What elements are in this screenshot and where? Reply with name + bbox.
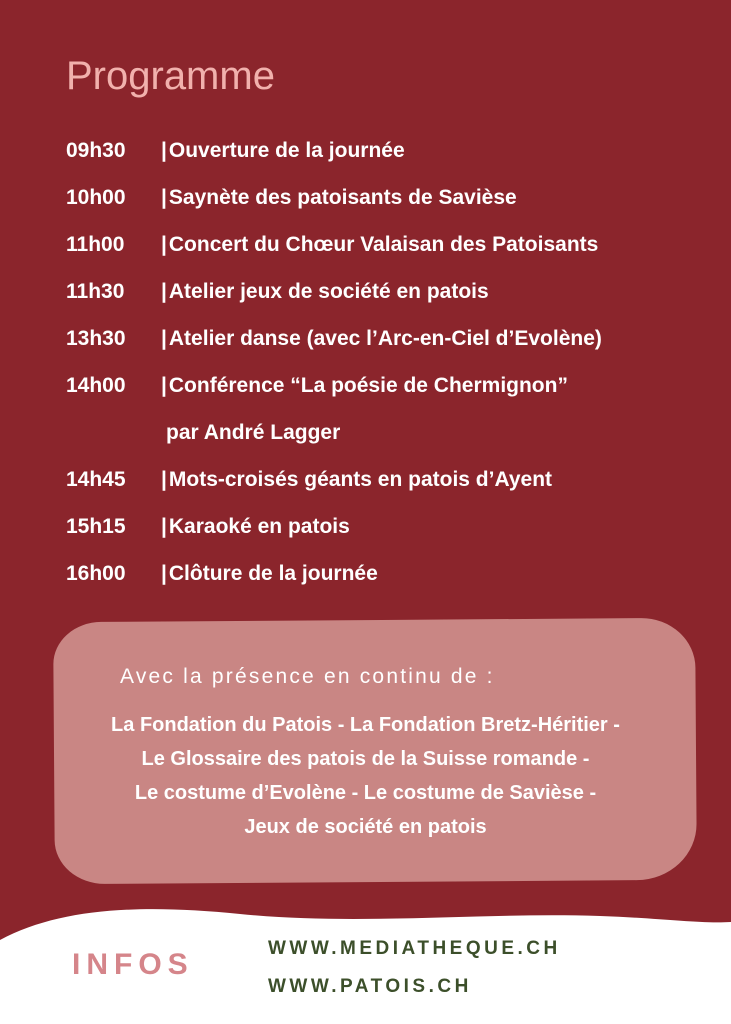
- infos-label: INFOS: [72, 948, 194, 981]
- schedule-speaker: par André Lagger: [166, 420, 341, 444]
- schedule-label: Concert du Chœur Valaisan des Patoisants: [168, 232, 599, 256]
- presence-intro: Avec la présence en continu de :: [120, 665, 495, 688]
- schedule-label: Ouverture de la journée: [168, 138, 405, 162]
- schedule-time: 15h15: [66, 514, 126, 538]
- footer-links: [268, 930, 561, 1006]
- schedule-row: [66, 362, 726, 409]
- schedule-list: [66, 127, 726, 597]
- presence-line: Jeux de société en patois: [244, 816, 487, 838]
- schedule-row: [66, 221, 726, 268]
- schedule-row: [66, 503, 726, 550]
- schedule-separator: |: [161, 326, 167, 350]
- schedule-time: 14h45: [66, 467, 126, 491]
- presence-line: Le costume d’Evolène - Le costume de Savièse -: [134, 782, 597, 804]
- schedule-row: [66, 315, 726, 362]
- schedule-time: 10h00: [66, 185, 126, 209]
- schedule-separator: |: [161, 467, 167, 491]
- schedule-separator: |: [161, 185, 167, 209]
- schedule-label: Atelier danse (avec l’Arc-en-Ciel d’Evolène): [168, 326, 602, 350]
- schedule-label: Clôture de la journée: [168, 561, 378, 585]
- link-patois[interactable]: WWW.PATOIS.CH: [268, 976, 472, 997]
- schedule-row: [66, 127, 726, 174]
- schedule-time: 13h30: [66, 326, 126, 350]
- schedule-time: 11h30: [66, 279, 125, 303]
- schedule-label: Mots-croisés géants en patois d’Ayent: [168, 467, 553, 491]
- schedule-row: [66, 268, 726, 315]
- schedule-separator: |: [161, 561, 167, 585]
- schedule-row-continuation: [66, 409, 726, 456]
- schedule-separator: |: [161, 232, 167, 256]
- schedule-label: Atelier jeux de société en patois: [168, 279, 489, 303]
- schedule-time: 09h30: [66, 138, 126, 162]
- link-mediatheque[interactable]: WWW.MEDIATHEQUE.CH: [268, 938, 561, 959]
- page-title: Programme: [66, 54, 275, 98]
- schedule-label: Saynète des patoisants de Savièse: [168, 185, 517, 209]
- presence-list: [40, 708, 691, 844]
- schedule-separator: |: [161, 373, 167, 397]
- schedule-separator: |: [161, 514, 167, 538]
- schedule-time: 16h00: [66, 561, 126, 585]
- schedule-time: 11h00: [66, 232, 125, 256]
- schedule-separator: |: [161, 279, 167, 303]
- presence-line: Le Glossaire des patois de la Suisse romande -: [141, 748, 590, 770]
- presence-line: La Fondation du Patois - La Fondation Bretz-Héritier -: [111, 714, 620, 736]
- schedule-row: [66, 174, 726, 221]
- schedule-row: [66, 456, 726, 503]
- schedule-label: Karaoké en patois: [168, 514, 350, 538]
- schedule-time: 14h00: [66, 373, 126, 397]
- schedule-label: Conférence “La poésie de Chermignon”: [168, 373, 568, 397]
- schedule-separator: |: [161, 138, 167, 162]
- schedule-row: [66, 550, 726, 597]
